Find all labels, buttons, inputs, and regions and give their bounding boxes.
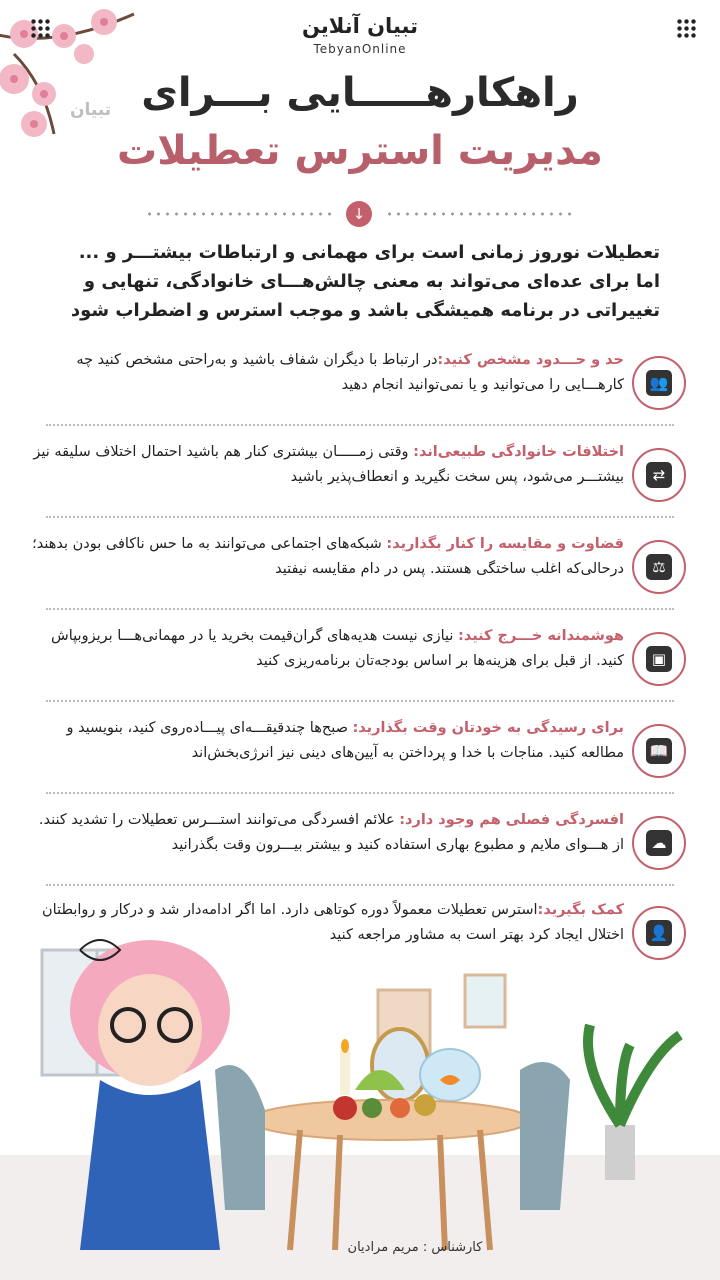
exchange-arrows-icon: ⇄ [646,462,672,488]
tip-text [30,808,624,858]
tip-body: استرس تعطیلات معمولاً دوره کوتاهی دارد. اما اگر ادامه‌دار شد و درکار و روابطتان اختلال ایجاد کرد بهتر است به مشاور مراجعه کنید [42,902,624,943]
tip-body: وقتی زمـــــان بیشتری کنار هم باشید احتمال اختلاف سلیقه نیز بیشتـــر می‌شود، پس سخت نگیرید و انعطاف‌پذیر باشید [33,444,624,485]
counselor-icon: 👤 [646,920,672,946]
tip-title: افسردگی فصلی هم وجود دارد: [399,812,624,828]
tip-title: قضاوت و مقایسه را کنار بگذارید: [386,536,624,552]
tip-title: حد و حـــدود مشخص کنید: [437,352,624,368]
tip-item [30,808,690,884]
page-title-line2: مدیریت استرس تعطیلات [117,128,603,174]
tip-body: در ارتباط با دیگران شفاف باشید و به‌راحتی مشخص کنید چه کارهـــایی را می‌توانید و یا نمی‌توانید انجام دهید [76,352,624,393]
tip-title: اختلافات خانوادگی طبیعی‌اند: [413,444,624,460]
item-separator [46,424,674,426]
expert-credit: کارشناس : مریم مرادیان [347,1240,483,1255]
tip-body: شبکه‌های اجتماعی می‌توانند به ما حس ناکافی بودن بدهند؛ درحالی‌که اغلب ساختگی هستند. پس در دام مقایسه نیفتید [32,536,624,577]
nowruz-table-illustration [0,930,720,1280]
tip-item [30,532,690,608]
item-separator [46,884,674,886]
logo-text: تبیان آنلاین [302,14,418,38]
tip-icon-circle [632,356,686,410]
tip-item [30,348,690,424]
tip-body: علائم افسردگی می‌توانند استـــرس تعطیلات را تشدید کنند. از هـــوای ملایم و مطبوع بهاری استفاده کنید و بیشتر بیـــرون وقت بگذرانید [38,812,624,853]
sad-person-cloud-icon: ☁ [646,830,672,856]
tip-icon-circle [632,448,686,502]
tip-text [30,440,624,490]
intro-paragraph: تعطیلات نوروز زمانی است برای مهمانی و ارتباطات بیشتـــر و ... اما برای عده‌ای می‌تواند به معنی چالش‌هـــای خانوادگی، تنهایی و تغییراتی در برنامه همیشگی باشد و موجب استرس و اضطراب شود [70,242,660,321]
tip-icon-circle [632,724,686,778]
page-title-line1: راهکارهـــــایی بـــرای [141,70,579,116]
item-separator [46,608,674,610]
tip-text [30,624,624,674]
tip-text [30,716,624,766]
tip-icon-circle [632,816,686,870]
tip-title: برای رسیدگی به خودتان وقت بگذارید: [352,720,624,736]
logo-subtitle: TebyanOnline [313,42,407,56]
item-separator [46,792,674,794]
open-book-icon: 📖 [646,738,672,764]
item-separator [46,700,674,702]
tip-item [30,624,690,700]
dotted-divider [385,212,575,216]
down-arrow-icon: ↓ [346,201,372,227]
tip-item [30,440,690,516]
tip-body: نیازی نیست هدیه‌های گران‌قیمت بخرید یا در مهمانی‌هـــا بریزوبپاش کنید. از قبل برای هزینه‌ها بر اساس بودجه‌تان برنامه‌ریزی کنید [51,628,624,669]
balance-scale-icon: ⚖ [646,554,672,580]
item-separator [46,516,674,518]
tip-body: صبح‌ها چندقیقـــه‌ای پیـــاده‌روی کنید، بنویسید و مطالعه کنید. مناجات با خدا و پرداختن به آیین‌های دینی نیز انرژی‌بخش‌اند [66,720,624,761]
tip-text [30,348,624,398]
tip-item [30,716,690,792]
tip-text [30,532,624,582]
tip-title: کمک بگیرید: [537,902,624,918]
tip-icon-circle [632,540,686,594]
wallet-icon: ▣ [646,646,672,672]
people-chat-icon: 👥 [646,370,672,396]
dotted-divider [145,212,335,216]
tebyan-watermark: تبیان [70,100,112,120]
tip-title: هوشمندانه خـــرج کنید: [458,628,624,644]
tip-icon-circle [632,632,686,686]
